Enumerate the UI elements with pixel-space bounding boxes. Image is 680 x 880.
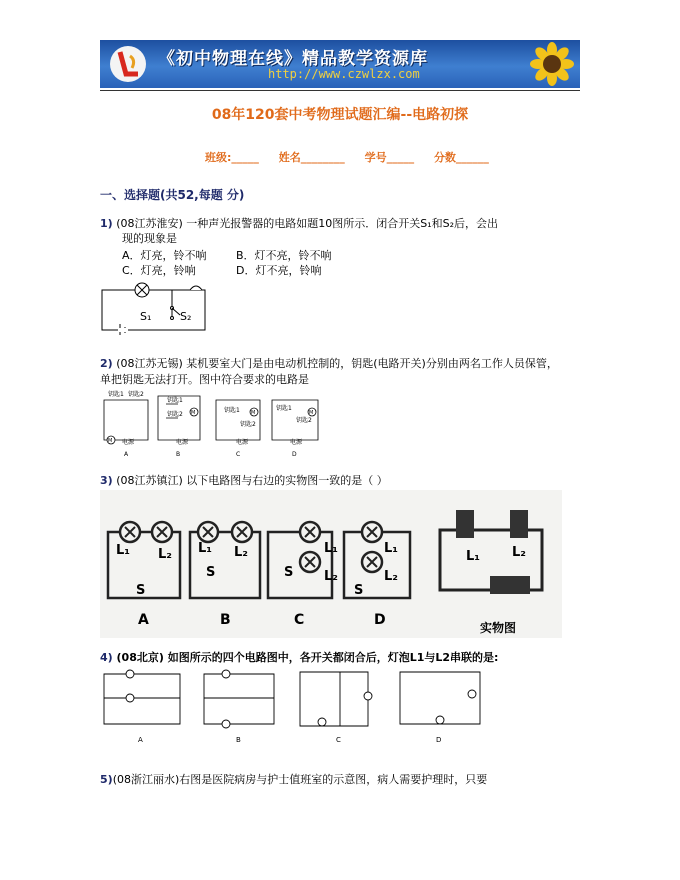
fig3a-l1: L₁ xyxy=(116,543,130,558)
score-label: 分数______ xyxy=(433,151,489,164)
fig3d-s: S xyxy=(354,583,364,598)
question-1-option-b: B．灯不亮，铃不响 xyxy=(236,249,332,262)
fig2d-key2: 钥匙2 xyxy=(296,417,312,424)
fig3-label-c: C xyxy=(294,612,305,628)
question-5-line1: (08浙江丽水)右图是医院病房与护士值班室的示意图，病人需要护理时，只要 xyxy=(112,773,488,786)
question-1-line1: (08江苏淮安) 一种声光报警器的电路如题10图所示．闭合开关S₁和S₂后，会出 xyxy=(116,217,499,230)
fig2-label-c: C xyxy=(236,451,241,458)
header-banner xyxy=(100,40,580,88)
question-3-number: 3) xyxy=(100,474,113,487)
question-1-text xyxy=(100,216,498,231)
question-2-text xyxy=(100,356,558,371)
fig2c-motor: M xyxy=(251,410,256,416)
fig3a-l2: L₂ xyxy=(158,547,172,562)
question-3-circuit-photo xyxy=(100,490,562,638)
fig4-label-d: D xyxy=(436,736,442,744)
question-5-number: 5) xyxy=(100,773,113,786)
banner-title: 《初中物理在线》精品教学资源库 xyxy=(158,49,428,69)
fig3-label-b: B xyxy=(220,612,231,628)
fig3b-l2: L₂ xyxy=(234,545,248,560)
fig2d-key1: 钥匙1 xyxy=(276,405,292,412)
switch-s2-label: S₂ xyxy=(180,310,192,323)
question-4-line1: (08北京) 如图所示的四个电路图中，各开关都闭合后，灯泡L1与L2串联的是: xyxy=(116,651,499,664)
fig2-label-b: B xyxy=(176,451,181,458)
fig4-label-a: A xyxy=(138,736,143,744)
question-1-circuit-figure xyxy=(100,280,220,335)
question-2-line2: 单把钥匙无法打开。图中符合要求的电路是 xyxy=(100,373,309,386)
question-3-figures xyxy=(100,490,562,638)
fig2-label-d: D xyxy=(292,451,297,458)
question-1-line2: 现的现象是 xyxy=(122,232,177,245)
fig3d-l2: L₂ xyxy=(384,569,398,584)
fig2a-power: 电源 xyxy=(122,439,135,446)
fig2b-motor: M xyxy=(191,410,196,416)
fig3a-s: S xyxy=(136,583,146,598)
fig2-label-a: A xyxy=(124,451,129,458)
fig2b-key2: 钥匙2 xyxy=(167,411,183,418)
fig2a-key2: 钥匙2 xyxy=(128,391,144,398)
question-1-option-c: C．灯亮，铃响 xyxy=(122,264,196,277)
section-heading: 一、选择题(共52,每题 分) xyxy=(100,188,245,202)
fig2a-motor: M xyxy=(108,438,113,444)
fig3b-s: S xyxy=(206,565,216,580)
fig2d-motor: M xyxy=(309,410,314,416)
sunflower-image xyxy=(530,42,574,86)
fig2c-key2: 钥匙2 xyxy=(240,421,256,428)
question-4-number: 4) xyxy=(100,651,113,664)
question-4-circuit-figures xyxy=(100,666,490,744)
fig3c-l2: L₂ xyxy=(324,569,338,584)
fig3-label-d: D xyxy=(374,612,386,628)
fig3d-l1: L₁ xyxy=(384,541,398,556)
question-4-text xyxy=(100,650,498,665)
class-label: 班级:_____ xyxy=(205,151,259,164)
question-2-circuit-figures xyxy=(100,388,330,458)
student-info-row xyxy=(205,149,505,165)
question-5-text xyxy=(100,772,487,787)
fig3-label-a: A xyxy=(138,612,149,628)
name-label: 姓名________ xyxy=(278,151,345,164)
fig4-label-c: C xyxy=(336,736,341,744)
fig4-label-b: B xyxy=(236,736,241,744)
question-3-text xyxy=(100,473,388,488)
photo-l1: L₁ xyxy=(466,549,480,564)
fig2d-power: 电源 xyxy=(290,439,303,446)
id-label: 学号_____ xyxy=(364,151,415,164)
header-divider xyxy=(100,90,580,91)
question-2-number: 2) xyxy=(100,357,113,370)
question-1-number: 1) xyxy=(100,217,113,230)
fig2c-power: 电源 xyxy=(236,439,249,446)
banner-url[interactable]: http://www.czwlzx.com xyxy=(268,67,420,81)
question-2-line1: (08江苏无锡) 某机要室大门是由电动机控制的，钥匙(电路开关)分别由两名工作人员保管， xyxy=(116,357,558,370)
question-3-line1: (08江苏镇江) 以下电路图与右边的实物图一致的是（ ） xyxy=(116,474,388,487)
fig3c-l1: L₁ xyxy=(324,541,338,556)
fig2a-key1: 钥匙1 xyxy=(108,391,124,398)
fig2b-key1: 钥匙1 xyxy=(167,397,183,404)
fig2c-key1: 钥匙1 xyxy=(224,407,240,414)
question-1-option-a: A．灯亮，铃不响 xyxy=(122,249,207,262)
fig2b-power: 电源 xyxy=(176,439,189,446)
fig3b-l1: L₁ xyxy=(198,541,212,556)
question-1-option-d: D．灯不亮，铃响 xyxy=(236,264,322,277)
switch-s1-label: S₁ xyxy=(140,310,152,323)
site-logo xyxy=(108,44,148,84)
page-title: 08年120套中考物理试题汇编--电路初探 xyxy=(211,107,469,123)
photo-l2: L₂ xyxy=(512,545,526,560)
fig3c-s: S xyxy=(284,565,294,580)
photo-caption: 实物图 xyxy=(480,621,517,635)
